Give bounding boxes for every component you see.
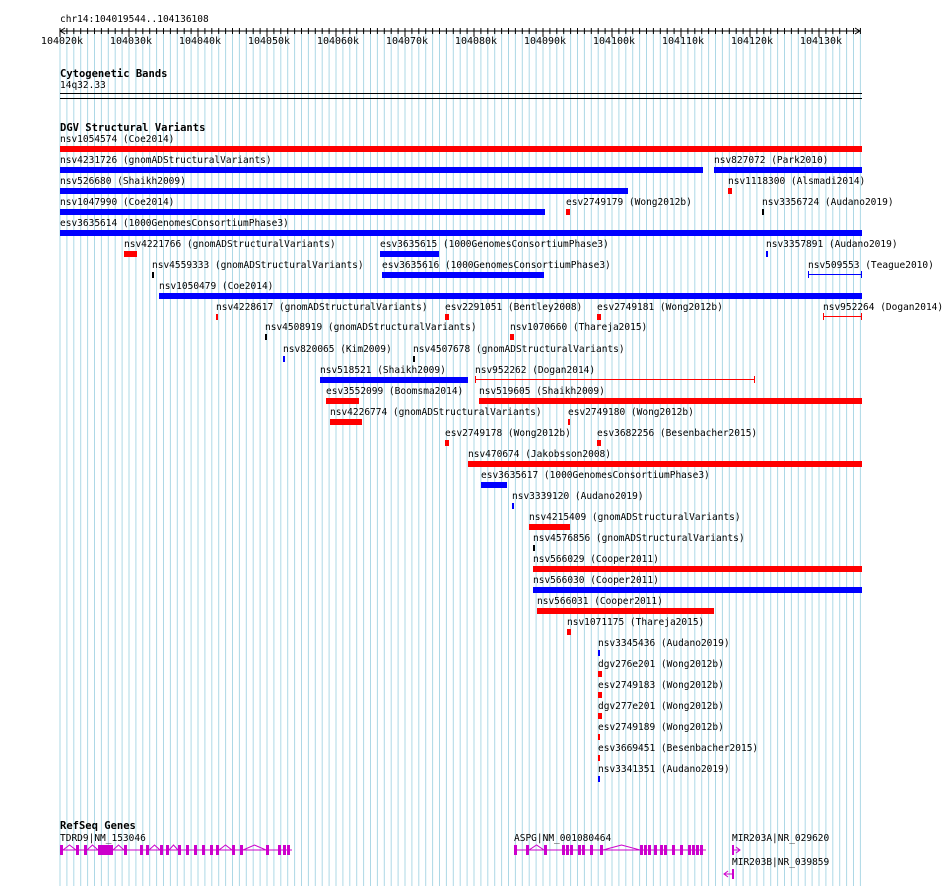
gene-exon [654,845,657,855]
variant-bar[interactable] [512,503,514,509]
gene-intron [603,845,640,850]
gene-exon [566,845,569,855]
variant-bar[interactable] [330,419,362,425]
gene-exon [266,845,269,855]
variant-bar[interactable] [60,209,545,215]
variant-label[interactable]: esv3635614 (1000GenomesConsortiumPhase3) [60,218,289,229]
variant-bar[interactable] [152,272,154,278]
gene-exon [692,845,695,855]
gene-exon [140,845,143,855]
variant-label[interactable]: nsv4559333 (gnomADStructuralVariants) [152,260,364,271]
gene-exon [101,845,104,855]
gene-intron [169,845,178,850]
gene-exon [526,845,529,855]
variant-label[interactable]: esv2749181 (Wong2012b) [597,302,723,313]
variant-label[interactable]: esv3635616 (1000GenomesConsortiumPhase3) [382,260,611,271]
gene-exon [600,845,603,855]
gene-exon [680,845,683,855]
ruler-tick-label: 104090k [523,36,567,47]
gene-exon [166,845,169,855]
variant-label[interactable]: esv2749183 (Wong2012b) [598,680,724,691]
gene-exon [178,845,181,855]
variant-label[interactable]: nsv1050479 (Coe2014) [159,281,274,292]
variant-label[interactable]: nsv1054574 (Coe2014) [60,134,175,145]
variant-label[interactable]: nsv952264 (Dogan2014) [823,302,943,313]
variant-bar-cap [861,271,862,278]
gene-exon [648,845,651,855]
gene-label[interactable]: MIR203B|NR_039859 [732,857,830,868]
gene-intron [529,845,544,850]
gene-exon [202,845,205,855]
variant-bar[interactable] [216,314,218,320]
gene-intron [87,845,98,850]
variant-bar[interactable] [60,146,862,152]
variant-label[interactable]: esv2749189 (Wong2012b) [598,722,724,733]
variant-label[interactable]: nsv4508919 (gnomADStructuralVariants) [265,322,477,333]
variant-label[interactable]: nsv1047990 (Coe2014) [60,197,175,208]
gene-exon [696,845,699,855]
variant-bar[interactable] [598,776,600,782]
variant-bar[interactable] [445,440,449,446]
variant-label[interactable]: nsv3357891 (Audano2019) [766,239,898,250]
gene-exon [232,845,235,855]
variant-bar[interactable] [598,692,602,698]
region-label: chr14:104019544..104136108 [60,14,209,25]
variant-bar[interactable] [265,334,267,340]
gene-exon [278,845,281,855]
variant-bar[interactable] [510,334,514,340]
variant-bar[interactable] [60,230,862,236]
ruler-tick-label: 104050k [247,36,291,47]
variant-label[interactable]: nsv827072 (Park2010) [714,155,829,166]
variant-bar[interactable] [823,316,862,317]
cytobands-track-title[interactable]: Cytogenetic Bands [60,68,168,80]
variant-label[interactable]: nsv566029 (Cooper2011) [533,554,659,565]
gene-exon [186,845,189,855]
variant-label[interactable]: nsv3339120 (Audano2019) [512,491,644,502]
variant-bar[interactable] [537,608,714,614]
variant-bar[interactable] [283,356,285,362]
variant-label[interactable]: nsv526680 (Shaikh2009) [60,176,186,187]
gene-exon [562,845,565,855]
gene-exon [84,845,87,855]
ruler-tick-label: 104110k [661,36,705,47]
gene-intron [63,845,76,850]
variant-label[interactable]: nsv518521 (Shaikh2009) [320,365,446,376]
gene-exon [664,845,667,855]
variant-bar[interactable] [762,209,764,215]
gene-exon [570,845,573,855]
ruler-tick-label: 104030k [109,36,153,47]
gene-exon [194,845,197,855]
variant-bar[interactable] [714,167,862,173]
ruler-tick-label: 104120k [730,36,774,47]
variant-bar[interactable] [598,755,600,761]
variant-label[interactable]: nsv4576856 (gnomADStructuralVariants) [533,533,745,544]
gene-exon [124,845,127,855]
variant-label[interactable]: esv3635617 (1000GenomesConsortiumPhase3) [481,470,710,481]
variant-bar[interactable] [60,188,628,194]
variant-label[interactable]: nsv4221766 (gnomADStructuralVariants) [124,239,336,250]
ruler-tick-label: 104040k [178,36,222,47]
variant-bar[interactable] [413,356,415,362]
variant-bar[interactable] [380,251,439,257]
variant-label[interactable]: nsv470674 (Jakobsson2008) [468,449,611,460]
ruler-tick-label: 104100k [592,36,636,47]
variant-bar[interactable] [159,293,862,299]
variant-label[interactable]: nsv1071175 (Thareja2015) [567,617,705,628]
cytoband-bottom-line [60,98,862,99]
position-ruler[interactable] [0,26,890,56]
variant-label[interactable]: nsv4228617 (gnomADStructuralVariants) [216,302,428,313]
variant-label[interactable]: nsv4215409 (gnomADStructuralVariants) [529,512,741,523]
ruler-tick-label: 104130k [799,36,843,47]
variant-label[interactable]: nsv3356724 (Audano2019) [762,197,894,208]
variant-label[interactable]: nsv3341351 (Audano2019) [598,764,730,775]
gene-exon [160,845,163,855]
variant-label[interactable]: nsv1070660 (Thareja2015) [510,322,648,333]
variant-label[interactable]: dgv277e201 (Wong2012b) [598,701,724,712]
gene-exon [107,845,110,855]
variant-label[interactable]: nsv3345436 (Audano2019) [598,638,730,649]
variant-label[interactable]: nsv509553 (Teague2010) [808,260,934,271]
variant-label[interactable]: nsv1118300 (Alsmadi2014) [728,176,866,187]
variant-bar-cap [823,313,824,320]
gene-exon [216,845,219,855]
variant-label[interactable]: nsv519605 (Shaikh2009) [479,386,605,397]
dgv-track-title[interactable]: DGV Structural Variants [60,122,206,134]
gene-exon [110,845,113,855]
gene-exon [210,845,213,855]
variant-bar[interactable] [566,209,570,215]
variant-bar[interactable] [598,671,602,677]
gene-exon [688,845,691,855]
ruler-tick-label: 104080k [454,36,498,47]
variant-bar[interactable] [598,650,600,656]
variant-label[interactable]: esv2749179 (Wong2012b) [566,197,692,208]
gene-exon [672,845,675,855]
gene-label[interactable]: TDRD9|NM_153046 [60,833,146,844]
variant-label[interactable]: esv3552099 (Boomsma2014) [326,386,464,397]
variant-bar[interactable] [568,419,570,425]
gene-exon [544,845,547,855]
gene-label[interactable]: ASPG|NM_001080464 [514,833,612,844]
variant-label[interactable]: dgv276e201 (Wong2012b) [598,659,724,670]
gene-exon [700,845,703,855]
variant-bar-cap [754,376,755,383]
gene-exon [644,845,647,855]
gene-exon [104,845,107,855]
variant-bar[interactable] [533,545,535,551]
gene-exon [76,845,79,855]
gene-intron [219,845,232,850]
variant-label[interactable]: nsv4231726 (gnomADStructuralVariants) [60,155,272,166]
variant-bar[interactable] [124,251,137,257]
gene-intron [243,845,266,850]
variant-bar[interactable] [598,713,602,719]
gene-exon [514,845,517,855]
variant-bar[interactable] [728,188,732,194]
gene-exon [146,845,149,855]
gene-exon [582,845,585,855]
variant-bar[interactable] [766,251,768,257]
variant-bar[interactable] [320,377,468,383]
gene-exon [60,845,63,855]
variant-label[interactable]: esv2291051 (Bentley2008) [445,302,583,313]
variant-label[interactable]: nsv566030 (Cooper2011) [533,575,659,586]
variant-label[interactable]: esv2749180 (Wong2012b) [568,407,694,418]
variant-bar[interactable] [468,461,862,467]
variant-bar[interactable] [529,524,570,530]
gene-intron [113,845,124,850]
gene-exon [640,845,643,855]
gene-exon [283,845,286,855]
variant-bar[interactable] [597,314,601,320]
refseq-track-title[interactable]: RefSeq Genes [60,820,136,832]
variant-label[interactable]: nsv4507678 (gnomADStructuralVariants) [413,344,625,355]
variant-label[interactable]: nsv820065 (Kim2009) [283,344,392,355]
variant-label[interactable]: esv3669451 (Besenbacher2015) [598,743,759,754]
gene-intron [149,845,160,850]
variant-bar[interactable] [597,440,601,446]
gene-exon [590,845,593,855]
variant-bar[interactable] [382,272,544,278]
gene-exon [98,845,101,855]
variant-label[interactable]: esv3635615 (1000GenomesConsortiumPhase3) [380,239,609,250]
variant-label[interactable]: nsv952262 (Dogan2014) [475,365,596,376]
variant-bar[interactable] [808,274,862,275]
gene-exon [578,845,581,855]
ruler-tick-label: 104070k [385,36,429,47]
variant-label[interactable]: esv3682256 (Besenbacher2015) [597,428,758,439]
ruler-tick-label: 104020k [40,36,84,47]
gene-exon [660,845,663,855]
ruler-tick-label: 104060k [316,36,360,47]
variant-bar[interactable] [598,734,600,740]
variant-bar[interactable] [567,629,571,635]
variant-bar[interactable] [326,398,359,404]
variant-bar-cap [475,376,476,383]
refseq-gene-models[interactable] [0,836,890,886]
variant-label[interactable]: nsv566031 (Cooper2011) [537,596,663,607]
variant-bar[interactable] [533,587,862,593]
variant-bar[interactable] [479,398,862,404]
variant-bar-cap [861,313,862,320]
gene-exon [240,845,243,855]
variant-bar[interactable] [475,379,755,380]
variant-bar[interactable] [533,566,862,572]
variant-bar-cap [808,271,809,278]
variant-bar[interactable] [481,482,507,488]
variant-bar[interactable] [60,167,703,173]
cytoband-top-line [60,93,862,94]
cytoband-label[interactable]: 14q32.33 [60,80,106,91]
gene-exon [287,845,290,855]
variant-bar[interactable] [445,314,449,320]
gene-label[interactable]: MIR203A|NR_029620 [732,833,830,844]
variant-label[interactable]: nsv4226774 (gnomADStructuralVariants) [330,407,542,418]
variant-label[interactable]: esv2749178 (Wong2012b) [445,428,571,439]
